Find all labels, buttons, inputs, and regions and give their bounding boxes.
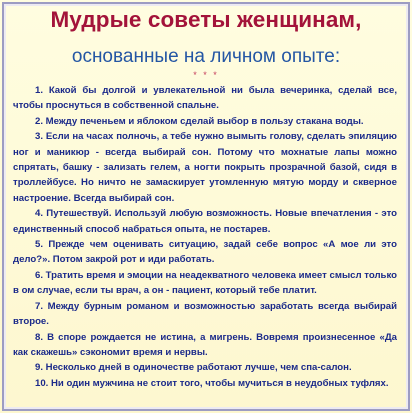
tip-item-5: 5. Прежде чем оценивать ситуацию, задай себе вопрос «А мое ли это дело?». Потом закрой рот и иди работать. bbox=[13, 239, 397, 266]
tip-item-3: 3. Если на часах полночь, а тебе нужно вымыть голову, сделать эпиляцию ног и маникюр - всегда выбирай сон. Потому что мохнатые лапы можно спрятать, башку - зализать гелем, а ногти покрыть прозрачной базой, сидя в троллейбусе. Но ничто не замаскирует утомленную мятую морду и скверное настроение. Всегда выбирай сон. bbox=[13, 131, 397, 204]
tip-item-10: 10. Ни один мужчина не стоит того, чтобы мучиться в неудобных туфлях. bbox=[35, 377, 389, 389]
page-subtitle: основанные на личном опыте: bbox=[71, 46, 341, 67]
tip-item-1: 1. Какой бы долгой и увлекательной ни была вечеринка, сделай все, чтобы проснуться в собственной спальне. bbox=[13, 85, 397, 112]
page-title: Мудрые советы женщинам, bbox=[50, 7, 362, 32]
tips-list bbox=[13, 83, 397, 391]
tip-item-2: 2. Между печеньем и яблоком сделай выбор в пользу стакана воды. bbox=[35, 115, 364, 127]
tip-item-8: 8. В споре рождается не истина, а мигрень. Вовремя произнесенное «Да как скажешь» сэкономит время и нервы. bbox=[13, 331, 397, 358]
asterisk-divider: * * * bbox=[193, 70, 219, 80]
tip-item-4: 4. Путешествуй. Используй любую возможность. Новые впечатления - это единственный способ набраться опыта, не постарев. bbox=[13, 208, 397, 235]
tip-item-9: 9. Несколько дней в одиночестве работают лучше, чем спа-салон. bbox=[35, 362, 352, 374]
tip-item-7: 7. Между бурным романом и возможностью заработать всегда выбирай второе. bbox=[13, 300, 397, 328]
tip-item-6: 6. Тратить время и эмоции на неадекватного человека имеет смысл только в ом случае, если ты врач, а он - пациент, который тебе платит. bbox=[13, 269, 397, 297]
